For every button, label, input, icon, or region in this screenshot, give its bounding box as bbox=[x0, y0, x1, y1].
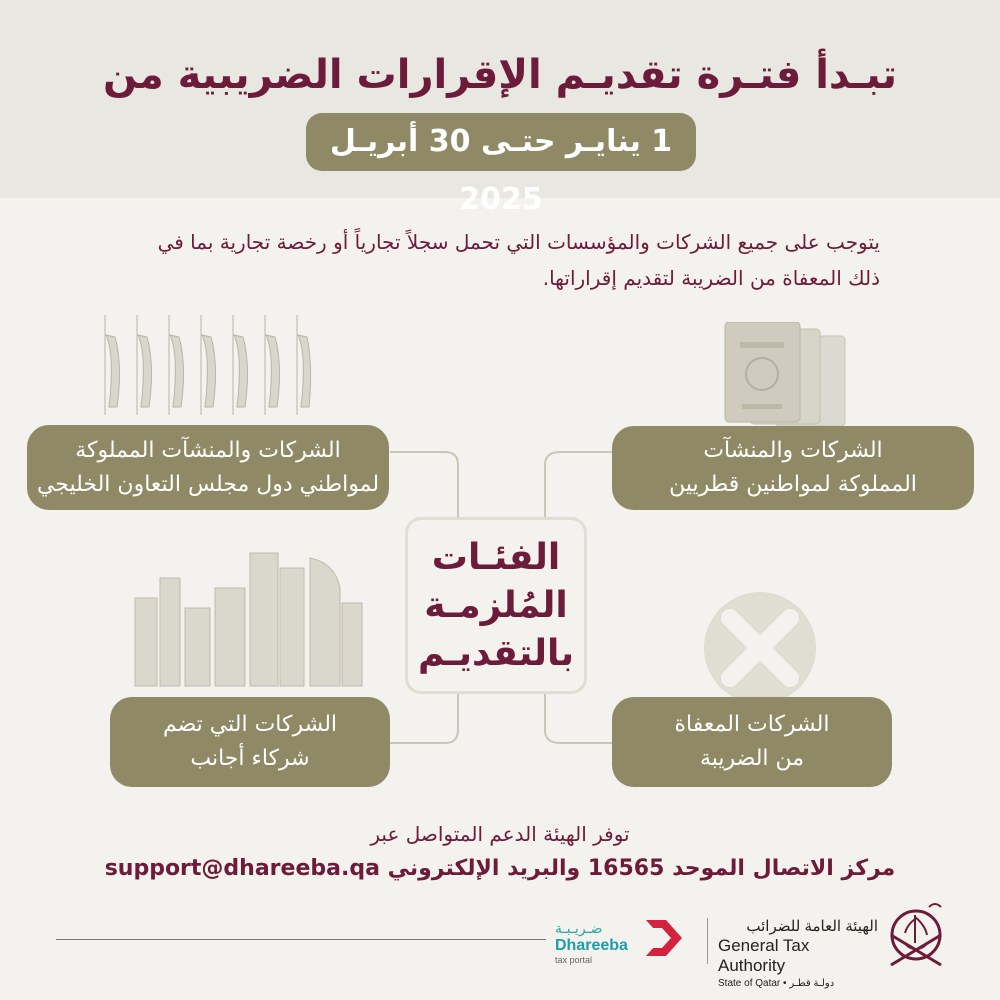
logo-separator bbox=[707, 918, 708, 964]
qatar-emblem-icon bbox=[885, 895, 947, 975]
card-exempt-line-1: الشركات المعفاة bbox=[674, 712, 830, 737]
card-qatari-line-2: المملوكة لمواطنين قطريين bbox=[669, 472, 917, 497]
card-tax-exempt bbox=[612, 697, 892, 787]
gcc-flags-illustration bbox=[95, 315, 315, 420]
dhareeba-tagline: tax portal bbox=[555, 955, 593, 965]
footer-divider bbox=[56, 939, 546, 940]
dhareeba-arabic: ضـريـبـة bbox=[555, 920, 603, 936]
dhareeba-name: Dhareeba bbox=[555, 937, 628, 954]
skyline-illustration bbox=[130, 548, 365, 688]
card-qatari-owned bbox=[612, 426, 974, 510]
card-qatari-line-1: الشركات والمنشآت bbox=[703, 438, 883, 463]
card-gcc-owned bbox=[27, 425, 389, 510]
date-range-badge: 1 ينايـر حتـى 30 أبريـل 2025 bbox=[306, 113, 696, 171]
card-foreign-partners bbox=[110, 697, 390, 787]
support-contact: مركز الاتصال الموحد 16565 والبريد الإلكتروني support@dhareeba.qa bbox=[104, 856, 896, 881]
gta-logo-text bbox=[718, 917, 878, 989]
gta-state-label: State of Qatar • دولـة قطـر bbox=[718, 978, 835, 989]
gta-english-name: General Tax Authority bbox=[718, 936, 810, 975]
center-line-2: المُلزمـة bbox=[424, 584, 568, 626]
card-exempt-line-2: من الضريبة bbox=[699, 746, 805, 771]
card-gcc-line-1: الشركات والمنشآت المملوكة bbox=[75, 437, 341, 463]
card-foreign-line-1: الشركات التي تضم bbox=[162, 712, 338, 737]
card-foreign-line-2: شركاء أجانب bbox=[190, 746, 310, 771]
intro-line-2: ذلك المعفاة من الضريبة لتقديم إقراراتها. bbox=[542, 266, 880, 290]
card-gcc-line-2: لمواطني دول مجلس التعاون الخليجي bbox=[36, 471, 380, 497]
support-intro: توفر الهيئة الدعم المتواصل عبر bbox=[370, 822, 630, 846]
intro-line-1: يتوجب على جميع الشركات والمؤسسات التي تحمل سجلاً تجارياً أو رخصة تجارية بما في bbox=[157, 230, 880, 254]
dhareeba-logo-icon bbox=[638, 912, 688, 964]
exempt-x-illustration bbox=[700, 588, 820, 708]
center-line-3: بالتقديـم bbox=[418, 632, 575, 674]
gta-arabic-name: الهيئة العامة للضرائب bbox=[746, 918, 878, 935]
dhareeba-logo-text bbox=[555, 920, 635, 965]
center-line-1: الفئـات bbox=[431, 536, 561, 578]
passports-illustration bbox=[720, 322, 870, 427]
page-title: تبـدأ فتـرة تقديـم الإقرارات الضريبية من bbox=[102, 52, 898, 98]
mandatory-categories-box bbox=[405, 517, 587, 694]
